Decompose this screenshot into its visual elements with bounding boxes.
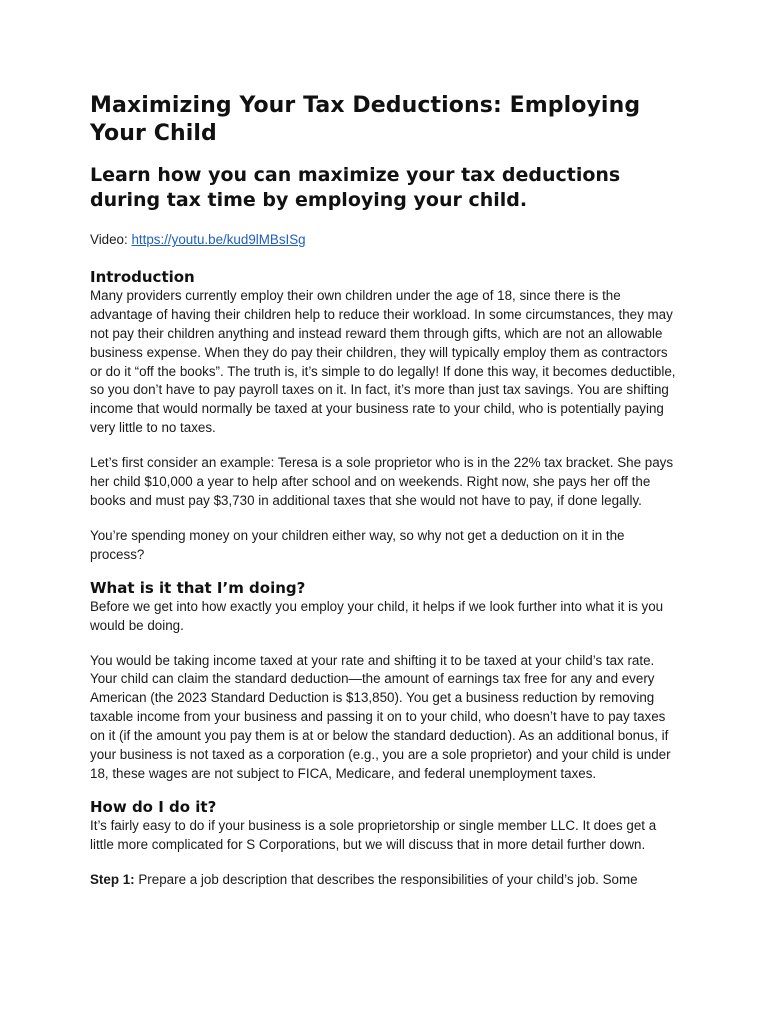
- section-heading: How do I do it?: [90, 797, 217, 816]
- paragraph: Before we get into how exactly you employ your child, it helps if we look further into what it is you would be doing.: [90, 598, 664, 633]
- step-label: Step 1:: [90, 871, 135, 887]
- section-heading: Introduction: [90, 267, 195, 286]
- paragraph: It’s fairly easy to do if your business is a sole proprietorship or single member LLC. It does get a little more complicated for S Corporations, but we will discuss that in more detail further down.: [90, 817, 657, 852]
- section-what-am-i-doing: [90, 579, 678, 784]
- paragraph: You’re spending money on your children either way, so why not get a deduction on it in the process?: [90, 527, 625, 562]
- video-link[interactable]: https://youtu.be/kud9lMBsISg: [131, 232, 306, 247]
- video-label: Video:: [90, 232, 132, 247]
- step-text: Prepare a job description that describes the responsibilities of your child’s job. Some: [134, 871, 638, 887]
- section-heading: What is it that I’m doing?: [90, 578, 306, 597]
- step-paragraph: [90, 871, 678, 890]
- paragraph: You would be taking income taxed at your rate and shifting it to be taxed at your child’s tax rate. Your child can claim the standard deduction—the amount of earnings tax free for any and every American (the 2023 Standard Deduction is $13,850). You get a business reduction by removing taxable income from your business and passing it on to your child, who doesn’t have to pay taxes on it (if the amount you pay them is at or below the standard deduction). As an additional bonus, if your business is not taxed as a corporation (e.g., you are a sole proprietor) and your child is under 18, these wages are not subject to FICA, Medicare, and federal unemployment taxes.: [90, 652, 671, 781]
- document-title: Maximizing Your Tax Deductions: Employing Your Child: [90, 93, 641, 146]
- paragraph: Many providers currently employ their own children under the age of 18, since there is the advantage of having their children help to reduce their workload. In some circumstances, they may not pay their children anything and instead reward them through gifts, which are not an allowable business expense. When they do pay their children, they will typically employ them as contractors or do it “off the books”. The truth is, it’s simple to do legally! If done this way, it becomes deductible, so you don’t have to pay payroll taxes on it. In fact, it’s more than just tax savings. You are shifting income that would normally be taxed at your business rate to your child, who is potentially paying very little to no taxes.: [90, 287, 676, 436]
- paragraph: Let’s first consider an example: Teresa is a sole proprietor who is in the 22% tax bracket. She pays her child $10,000 a year to help after school and on weekends. Right now, she pays her off the books and must pay $3,730 in additional taxes that she would not have to pay, if done legally.: [90, 455, 674, 508]
- video-line: [90, 231, 678, 250]
- section-how-do-i-do-it: [90, 798, 678, 890]
- section-introduction: [90, 268, 678, 565]
- document-subtitle: Learn how you can maximize your tax deductions during tax time by employing your child.: [90, 164, 621, 211]
